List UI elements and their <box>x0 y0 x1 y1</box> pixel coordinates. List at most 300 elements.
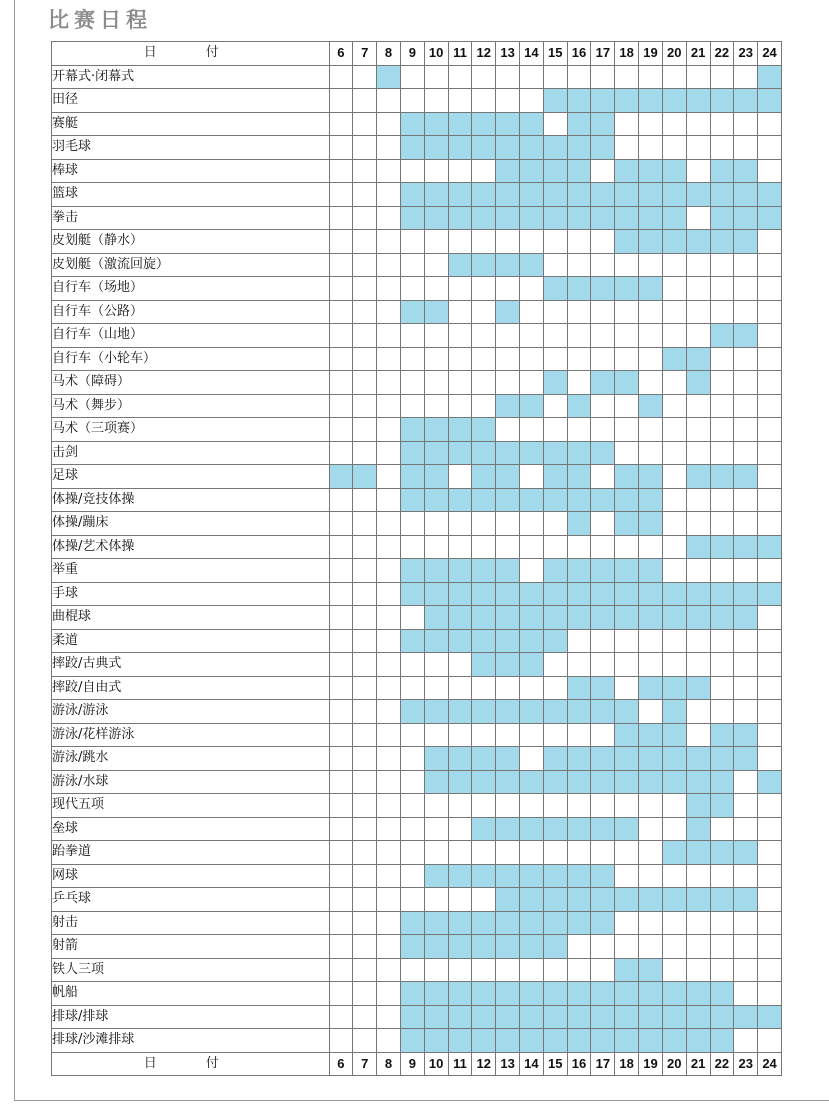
schedule-cell <box>734 794 758 818</box>
schedule-cell <box>448 347 472 371</box>
schedule-cell <box>520 89 544 113</box>
schedule-cell <box>377 253 401 277</box>
schedule-cell <box>520 958 544 982</box>
schedule-cell <box>710 394 734 418</box>
day-footer-15: 15 <box>543 1052 567 1076</box>
event-name: 体操/艺术体操 <box>52 535 330 559</box>
schedule-cell-active <box>400 582 424 606</box>
schedule-cell-active <box>543 371 567 395</box>
schedule-cell-active <box>567 982 591 1006</box>
schedule-cell-active <box>448 700 472 724</box>
schedule-cell <box>329 183 353 207</box>
schedule-cell <box>758 488 782 512</box>
schedule-cell-active <box>496 982 520 1006</box>
schedule-cell <box>686 253 710 277</box>
schedule-cell <box>710 441 734 465</box>
schedule-cell <box>543 535 567 559</box>
schedule-cell-active <box>496 441 520 465</box>
schedule-cell <box>424 371 448 395</box>
schedule-cell <box>400 841 424 865</box>
schedule-cell-active <box>615 488 639 512</box>
table-row <box>52 700 782 724</box>
schedule-cell <box>496 371 520 395</box>
schedule-cell-active <box>591 817 615 841</box>
table-row <box>52 794 782 818</box>
schedule-cell <box>662 277 686 301</box>
schedule-cell <box>472 535 496 559</box>
table-row <box>52 347 782 371</box>
schedule-cell <box>734 958 758 982</box>
schedule-cell <box>377 465 401 489</box>
schedule-cell-active <box>424 700 448 724</box>
schedule-cell <box>734 112 758 136</box>
schedule-cell <box>615 418 639 442</box>
schedule-cell-active <box>686 1029 710 1053</box>
schedule-cell <box>662 488 686 512</box>
schedule-cell-active <box>567 159 591 183</box>
schedule-cell <box>329 700 353 724</box>
schedule-cell <box>472 347 496 371</box>
schedule-cell-active <box>567 1005 591 1029</box>
schedule-cell <box>662 911 686 935</box>
schedule-cell <box>329 935 353 959</box>
schedule-cell-active <box>496 935 520 959</box>
schedule-cell <box>472 324 496 348</box>
schedule-cell <box>472 65 496 89</box>
schedule-cell <box>353 277 377 301</box>
schedule-cell-active <box>686 371 710 395</box>
schedule-cell-active <box>662 747 686 771</box>
schedule-cell-active <box>734 159 758 183</box>
schedule-cell <box>353 159 377 183</box>
schedule-cell-active <box>710 747 734 771</box>
table-row <box>52 935 782 959</box>
schedule-cell <box>758 606 782 630</box>
schedule-cell-active <box>424 465 448 489</box>
schedule-cell <box>329 159 353 183</box>
schedule-cell <box>758 441 782 465</box>
schedule-cell <box>377 700 401 724</box>
schedule-cell <box>424 958 448 982</box>
schedule-cell-active <box>758 1005 782 1029</box>
table-row <box>52 676 782 700</box>
schedule-cell <box>758 159 782 183</box>
schedule-cell <box>662 535 686 559</box>
schedule-cell-active <box>758 535 782 559</box>
schedule-cell <box>424 394 448 418</box>
schedule-cell <box>543 347 567 371</box>
schedule-cell <box>448 653 472 677</box>
schedule-cell <box>662 465 686 489</box>
schedule-cell-active <box>472 770 496 794</box>
schedule-cell <box>567 841 591 865</box>
schedule-cell <box>734 277 758 301</box>
schedule-cell-active <box>662 159 686 183</box>
schedule-cell-active <box>400 911 424 935</box>
schedule-cell-active <box>496 747 520 771</box>
schedule-cell <box>353 982 377 1006</box>
schedule-cell-active <box>758 183 782 207</box>
schedule-cell <box>591 629 615 653</box>
schedule-cell-active <box>400 300 424 324</box>
schedule-cell-active <box>400 1005 424 1029</box>
schedule-cell <box>710 300 734 324</box>
schedule-cell <box>353 888 377 912</box>
schedule-cell-active <box>615 159 639 183</box>
schedule-cell-active <box>639 89 663 113</box>
table-row <box>52 136 782 160</box>
schedule-cell-active <box>615 982 639 1006</box>
schedule-cell-active <box>496 183 520 207</box>
day-header-19: 19 <box>639 42 663 66</box>
schedule-cell-active <box>496 300 520 324</box>
schedule-cell <box>639 794 663 818</box>
schedule-cell <box>377 488 401 512</box>
schedule-cell-active <box>734 89 758 113</box>
schedule-cell-active <box>520 159 544 183</box>
day-footer-20: 20 <box>662 1052 686 1076</box>
schedule-cell-active <box>567 864 591 888</box>
schedule-cell-active <box>543 488 567 512</box>
schedule-cell-active <box>567 89 591 113</box>
schedule-cell <box>734 488 758 512</box>
schedule-cell-active <box>615 465 639 489</box>
schedule-cell <box>543 418 567 442</box>
day-footer-8: 8 <box>377 1052 401 1076</box>
schedule-cell <box>377 723 401 747</box>
schedule-cell-active <box>543 136 567 160</box>
table-row <box>52 277 782 301</box>
event-name: 手球 <box>52 582 330 606</box>
schedule-cell <box>591 159 615 183</box>
schedule-cell-active <box>496 911 520 935</box>
schedule-cell <box>329 747 353 771</box>
table-row <box>52 465 782 489</box>
schedule-cell <box>377 441 401 465</box>
schedule-cell <box>758 723 782 747</box>
schedule-cell <box>353 559 377 583</box>
schedule-cell <box>377 418 401 442</box>
table-row <box>52 958 782 982</box>
schedule-cell-active <box>543 1005 567 1029</box>
schedule-cell-active <box>520 653 544 677</box>
schedule-cell <box>758 817 782 841</box>
schedule-cell-active <box>591 488 615 512</box>
schedule-cell-active <box>662 888 686 912</box>
schedule-cell-active <box>710 230 734 254</box>
schedule-cell <box>734 371 758 395</box>
schedule-cell-active <box>567 606 591 630</box>
schedule-cell <box>424 89 448 113</box>
schedule-cell <box>353 183 377 207</box>
schedule-cell <box>329 841 353 865</box>
schedule-cell-active <box>734 465 758 489</box>
schedule-cell-active <box>400 112 424 136</box>
schedule-cell-active <box>400 982 424 1006</box>
schedule-cell-active <box>639 958 663 982</box>
schedule-cell <box>758 277 782 301</box>
schedule-cell-active <box>686 606 710 630</box>
schedule-cell-active <box>662 676 686 700</box>
schedule-cell-active <box>734 1005 758 1029</box>
schedule-cell <box>567 300 591 324</box>
schedule-cell <box>520 465 544 489</box>
schedule-cell-active <box>686 535 710 559</box>
schedule-cell-active <box>543 277 567 301</box>
schedule-cell <box>377 864 401 888</box>
schedule-cell-active <box>710 206 734 230</box>
schedule-cell <box>496 324 520 348</box>
schedule-cell-active <box>686 230 710 254</box>
schedule-cell <box>329 65 353 89</box>
schedule-cell <box>639 324 663 348</box>
schedule-cell-active <box>639 770 663 794</box>
schedule-cell <box>496 65 520 89</box>
schedule-cell-active <box>758 770 782 794</box>
schedule-cell <box>686 418 710 442</box>
schedule-cell-active <box>734 183 758 207</box>
schedule-cell-active <box>472 864 496 888</box>
schedule-cell <box>543 394 567 418</box>
schedule-cell-active <box>615 958 639 982</box>
day-footer-22: 22 <box>710 1052 734 1076</box>
schedule-cell <box>329 864 353 888</box>
event-name: 射击 <box>52 911 330 935</box>
schedule-cell-active <box>615 582 639 606</box>
table-row <box>52 841 782 865</box>
schedule-cell <box>758 841 782 865</box>
schedule-cell-active <box>662 183 686 207</box>
schedule-cell <box>424 817 448 841</box>
schedule-cell-active <box>424 935 448 959</box>
schedule-cell <box>662 394 686 418</box>
schedule-cell <box>591 841 615 865</box>
schedule-cell <box>734 136 758 160</box>
schedule-cell <box>329 324 353 348</box>
schedule-cell <box>543 253 567 277</box>
schedule-cell-active <box>686 347 710 371</box>
event-name: 排球/排球 <box>52 1005 330 1029</box>
schedule-cell <box>734 653 758 677</box>
schedule-cell-active <box>520 1029 544 1053</box>
schedule-cell <box>567 629 591 653</box>
schedule-cell-active <box>686 982 710 1006</box>
schedule-cell-active <box>567 112 591 136</box>
schedule-cell <box>353 1029 377 1053</box>
schedule-cell-active <box>448 136 472 160</box>
schedule-cell-active <box>615 183 639 207</box>
schedule-cell-active <box>567 559 591 583</box>
schedule-cell-active <box>639 676 663 700</box>
schedule-cell <box>377 817 401 841</box>
event-name: 摔跤/自由式 <box>52 676 330 700</box>
schedule-cell <box>639 112 663 136</box>
schedule-cell <box>615 136 639 160</box>
schedule-cell <box>329 418 353 442</box>
schedule-cell-active <box>615 1005 639 1029</box>
schedule-cell-active <box>591 371 615 395</box>
schedule-cell <box>329 676 353 700</box>
schedule-cell-active <box>662 841 686 865</box>
schedule-cell <box>496 512 520 536</box>
schedule-cell <box>496 418 520 442</box>
schedule-cell <box>472 888 496 912</box>
schedule-cell-active <box>615 277 639 301</box>
schedule-cell <box>639 441 663 465</box>
day-header-13: 13 <box>496 42 520 66</box>
schedule-cell <box>353 723 377 747</box>
schedule-cell-active <box>662 1005 686 1029</box>
schedule-cell-active <box>710 794 734 818</box>
schedule-cell <box>591 465 615 489</box>
schedule-cell-active <box>591 770 615 794</box>
schedule-cell-active <box>734 206 758 230</box>
schedule-cell-active <box>400 629 424 653</box>
schedule-cell <box>400 253 424 277</box>
event-name: 举重 <box>52 559 330 583</box>
table-row <box>52 230 782 254</box>
schedule-cell <box>758 394 782 418</box>
schedule-cell-active <box>424 864 448 888</box>
schedule-cell <box>329 723 353 747</box>
schedule-cell-active <box>424 747 448 771</box>
schedule-cell-active <box>448 488 472 512</box>
schedule-cell <box>567 324 591 348</box>
header-row <box>52 42 782 66</box>
schedule-cell-active <box>424 606 448 630</box>
event-name: 体操/竞技体操 <box>52 488 330 512</box>
schedule-cell-active <box>424 559 448 583</box>
schedule-cell <box>424 841 448 865</box>
schedule-cell-active <box>639 394 663 418</box>
schedule-cell <box>686 958 710 982</box>
event-name: 自行车（山地） <box>52 324 330 348</box>
schedule-cell <box>567 347 591 371</box>
schedule-cell-active <box>424 136 448 160</box>
schedule-cell <box>377 159 401 183</box>
schedule-cell <box>400 65 424 89</box>
schedule-cell <box>353 136 377 160</box>
schedule-cell-active <box>472 606 496 630</box>
schedule-cell-active <box>448 911 472 935</box>
schedule-cell-active <box>472 817 496 841</box>
schedule-cell-active <box>472 206 496 230</box>
event-name: 铁人三项 <box>52 958 330 982</box>
schedule-cell-active <box>591 700 615 724</box>
schedule-cell-active <box>472 488 496 512</box>
schedule-cell <box>686 394 710 418</box>
schedule-cell <box>424 324 448 348</box>
schedule-cell <box>400 606 424 630</box>
schedule-cell <box>377 676 401 700</box>
schedule-cell <box>377 653 401 677</box>
table-row <box>52 512 782 536</box>
schedule-cell <box>758 418 782 442</box>
schedule-cell <box>424 253 448 277</box>
schedule-cell <box>377 230 401 254</box>
schedule-cell-active <box>496 629 520 653</box>
schedule-cell <box>543 723 567 747</box>
schedule-cell <box>424 794 448 818</box>
schedule-cell <box>353 747 377 771</box>
schedule-cell-active <box>496 582 520 606</box>
schedule-cell <box>543 676 567 700</box>
event-name: 羽毛球 <box>52 136 330 160</box>
schedule-cell <box>353 841 377 865</box>
schedule-cell <box>543 65 567 89</box>
schedule-cell-active <box>448 1029 472 1053</box>
schedule-cell-active <box>734 535 758 559</box>
schedule-cell <box>377 841 401 865</box>
day-footer-13: 13 <box>496 1052 520 1076</box>
schedule-cell-active <box>472 559 496 583</box>
schedule-cell <box>329 441 353 465</box>
schedule-cell-active <box>496 136 520 160</box>
schedule-cell-active <box>639 488 663 512</box>
schedule-cell-active <box>472 982 496 1006</box>
schedule-cell-active <box>520 1005 544 1029</box>
schedule-cell <box>329 794 353 818</box>
schedule-cell <box>400 653 424 677</box>
schedule-cell <box>662 653 686 677</box>
schedule-cell-active <box>448 747 472 771</box>
schedule-cell <box>615 841 639 865</box>
schedule-cell-active <box>662 347 686 371</box>
schedule-cell <box>520 723 544 747</box>
schedule-cell-active <box>662 982 686 1006</box>
schedule-cell <box>353 606 377 630</box>
schedule-cell <box>758 465 782 489</box>
schedule-cell <box>758 911 782 935</box>
schedule-cell <box>639 300 663 324</box>
schedule-cell <box>424 512 448 536</box>
schedule-cell <box>329 512 353 536</box>
schedule-cell <box>615 935 639 959</box>
event-name: 垒球 <box>52 817 330 841</box>
table-row <box>52 1029 782 1053</box>
schedule-cell <box>758 1029 782 1053</box>
schedule-cell <box>377 1005 401 1029</box>
schedule-cell-active <box>448 441 472 465</box>
schedule-cell-active <box>543 935 567 959</box>
schedule-cell-active <box>710 888 734 912</box>
date-header-label: 日 付 <box>52 42 330 66</box>
schedule-cell <box>353 230 377 254</box>
day-header-16: 16 <box>567 42 591 66</box>
schedule-cell <box>329 982 353 1006</box>
schedule-cell-active <box>543 606 567 630</box>
schedule-cell <box>377 277 401 301</box>
schedule-cell-active <box>448 864 472 888</box>
schedule-cell <box>734 770 758 794</box>
table-row <box>52 911 782 935</box>
schedule-cell <box>400 864 424 888</box>
event-name: 拳击 <box>52 206 330 230</box>
day-header-11: 11 <box>448 42 472 66</box>
schedule-cell <box>758 888 782 912</box>
event-name: 游泳/跳水 <box>52 747 330 771</box>
schedule-cell <box>377 794 401 818</box>
schedule-cell <box>662 136 686 160</box>
schedule-cell <box>329 958 353 982</box>
schedule-cell-active <box>353 465 377 489</box>
schedule-cell-active <box>686 582 710 606</box>
schedule-cell <box>639 700 663 724</box>
schedule-cell-active <box>567 700 591 724</box>
schedule-cell <box>567 958 591 982</box>
schedule-cell <box>377 982 401 1006</box>
table-row <box>52 770 782 794</box>
